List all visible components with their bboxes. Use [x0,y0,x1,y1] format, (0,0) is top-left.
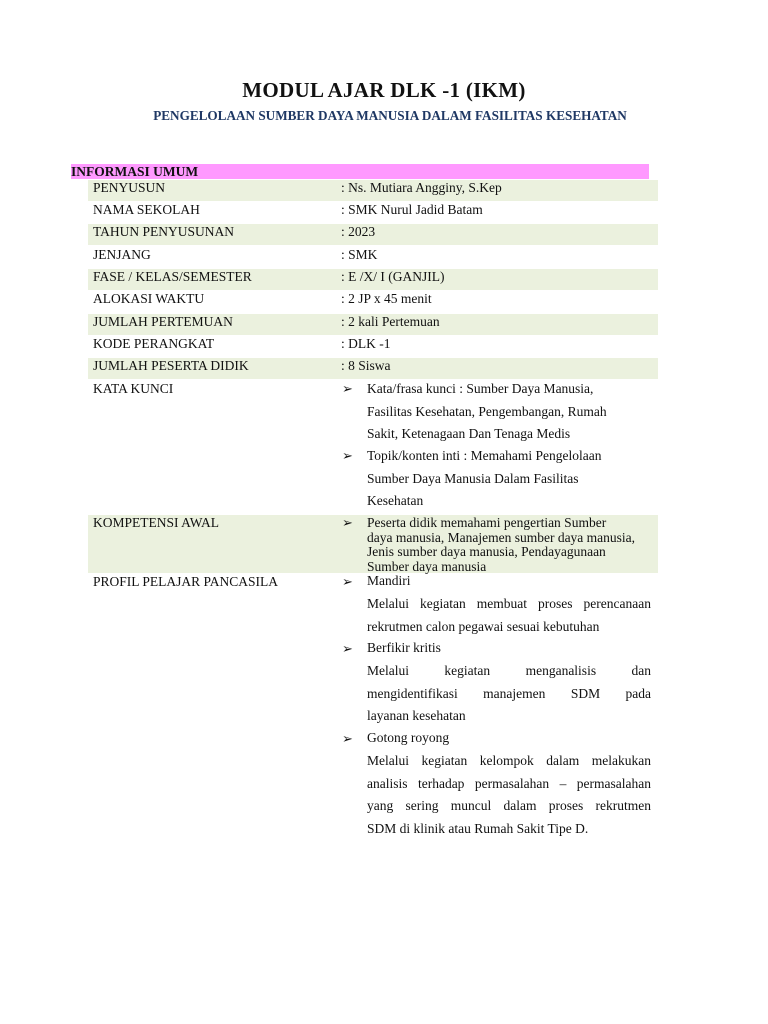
info-row-tahun-penyusunan [88,224,658,245]
info-value: : SMK [341,247,378,262]
arrow-bullet-icon: ➢ [342,641,353,656]
document-subtitle: PENGELOLAAN SUMBER DAYA MANUSIA DALAM FASILITAS KESEHATAN [153,108,627,123]
keyword-item [367,378,651,446]
profil-line: yang sering muncul dalam proses rekrutmen [367,798,651,813]
profil-line: Melalui kegiatan membuat proses perencanaan [367,596,651,611]
info-value: : SMK Nurul Jadid Batam [341,202,483,217]
info-label: PROFIL PELAJAR PANCASILA [93,574,279,589]
keyword-line: Sakit, Ketenagaan Dan Tenaga Medis [367,426,571,441]
profil-line: rekrutmen calon pegawai sesuai kebutuhan [367,618,600,634]
kompetensi-line: Jenis sumber daya manusia, Pendayagunaan [367,544,606,559]
info-label: JUMLAH PERTEMUAN [93,314,233,329]
profil-item-title: Berfikir kritis [367,640,441,655]
info-row-kata-kunci [88,381,658,513]
keyword-line: Topik/konten inti : Memahami Pengelolaan [367,448,602,463]
info-label: PENYUSUN [93,180,166,195]
keyword-item [367,445,651,513]
info-row-jumlah-pertemuan [88,314,658,335]
kompetensi-line: Peserta didik memahami pengertian Sumber [367,515,607,530]
info-label: TAHUN PENYUSUNAN [93,224,235,239]
info-label: JUMLAH PESERTA DIDIK [93,358,249,373]
info-row-fase-kelas-semester [88,269,658,290]
profil-line: layanan kesehatan [367,708,466,723]
arrow-bullet-icon: ➢ [342,448,353,463]
keyword-line: Kesehatan [367,493,424,508]
profil-item-title: Mandiri [367,573,411,588]
info-value: : E /X/ I (GANJIL) [341,269,445,284]
document-title: MODUL AJAR DLK -1 (IKM) [242,78,526,102]
arrow-bullet-icon: ➢ [342,731,353,746]
profil-line: Melalui kegiatan menganalisis dan [367,663,651,678]
arrow-bullet-icon: ➢ [342,381,353,396]
profil-item-description [367,750,651,840]
info-label: JENJANG [93,247,151,262]
info-value: : 2023 [341,224,376,239]
info-label: NAMA SEKOLAH [93,202,200,217]
info-value: : DLK -1 [341,336,391,351]
section-header-label: INFORMASI UMUM [71,164,199,179]
info-value: : Ns. Mutiara Angginy, S.Kep [341,180,502,195]
kompetensi-line: daya manusia, Manajemen sumber daya manusia, [367,529,636,545]
info-label: KODE PERANGKAT [93,336,215,351]
profil-line: Melalui kegiatan kelompok dalam melakukan [367,753,651,768]
profil-line: mengidentifikasi manajemen SDM pada [367,685,651,701]
arrow-bullet-icon: ➢ [342,574,353,589]
keyword-line: Fasilitas Kesehatan, Pengembangan, Rumah [367,403,607,419]
profil-line: analisis terhadap permasalahan – permasalahan [367,775,651,791]
profil-item-title: Gotong royong [367,730,450,745]
profil-item-description [367,660,651,728]
info-row-nama-sekolah [88,202,658,223]
profil-item-description [367,593,651,638]
arrow-bullet-icon: ➢ [342,515,353,530]
info-row-jumlah-peserta-didik [88,358,658,379]
info-value: : 2 JP x 45 menit [341,291,432,306]
info-row-jenjang [88,247,658,268]
keyword-line: Kata/frasa kunci : Sumber Daya Manusia, [367,381,594,396]
profil-line: SDM di klinik atau Rumah Sakit Tipe D. [367,820,589,836]
kompetensi-line: Sumber daya manusia [367,558,487,574]
info-label: KOMPETENSI AWAL [93,515,220,530]
section-header-informasi-umum [71,164,649,179]
info-row-profil-pelajar-pancasila [88,574,658,844]
info-row-penyusun [88,180,658,201]
info-row-kode-perangkat [88,336,658,357]
info-label: ALOKASI WAKTU [93,291,205,306]
info-row-alokasi-waktu [88,291,658,312]
keyword-line: Sumber Daya Manusia Dalam Fasilitas [367,470,579,486]
info-label: KATA KUNCI [93,381,174,396]
info-value: : 8 Siswa [341,358,391,373]
kompetensi-text [367,516,657,574]
info-label: FASE / KELAS/SEMESTER [93,269,252,284]
info-row-kompetensi-awal [88,515,658,573]
info-value: : 2 kali Pertemuan [341,314,440,329]
